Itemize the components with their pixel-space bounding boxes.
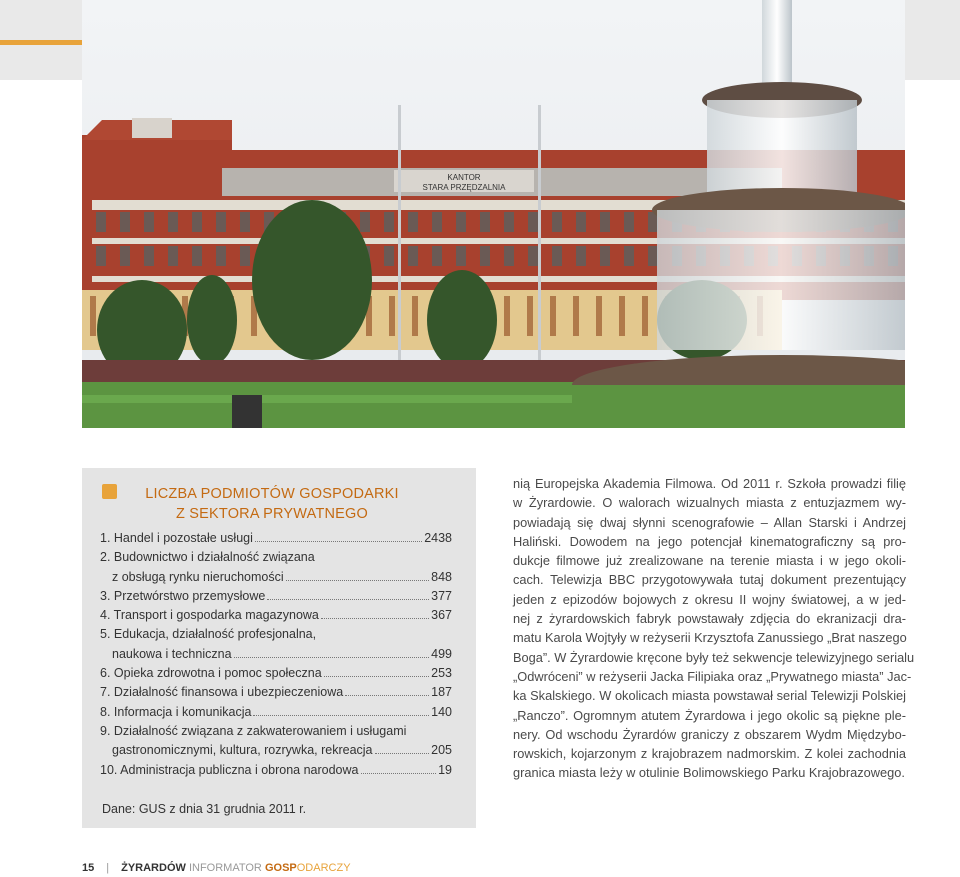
stat-label: 9. Działalność związana z zakwaterowaniem i usługami bbox=[100, 723, 407, 738]
footer-separator: | bbox=[106, 862, 110, 874]
stat-label: 10. Administracja publiczna i obrona narodowa bbox=[100, 762, 359, 777]
stat-row bbox=[100, 529, 452, 548]
stats-title bbox=[112, 484, 432, 524]
stat-row bbox=[100, 587, 452, 606]
stat-row bbox=[100, 761, 452, 780]
city-photo bbox=[82, 0, 905, 428]
body-line: nej z żyrardowskich fabryk powstawały zdjęcia do ekranizacji dra- bbox=[513, 611, 906, 627]
body-line: w Żyrardowie. O walorach wizualnych miasta z entuzjazmem wy- bbox=[513, 495, 906, 511]
stat-label: 3. Przetwórstwo przemysłowe bbox=[100, 588, 266, 603]
stat-value: 19 bbox=[438, 762, 452, 777]
stat-row bbox=[100, 703, 452, 722]
stat-row bbox=[100, 722, 452, 741]
stat-label: 7. Działalność finansowa i ubezpieczeniowa bbox=[100, 685, 344, 700]
stat-label: 2. Budownictwo i działalność związana bbox=[100, 550, 315, 565]
accent-rule bbox=[0, 40, 82, 45]
stat-row bbox=[100, 625, 452, 644]
stat-label: 1. Handel i pozostałe usługi bbox=[100, 531, 253, 545]
body-line: jeden z epizodów bojowych z okresu II wojny światowej, a w jed- bbox=[513, 591, 906, 607]
stats-title-line1: LICZBA PODMIOTÓW GOSPODARKI bbox=[145, 486, 399, 502]
body-line: granica miasta leży w otulinie Bolimowskiego Parku Krajobrazowego. bbox=[513, 765, 905, 781]
page-footer bbox=[82, 862, 351, 874]
body-line: rowskich, kojarzonym z krajobrazem nadmorskim. Z kolei zachodnia bbox=[513, 746, 906, 762]
stat-row bbox=[100, 568, 452, 587]
body-line: cach. Telewizja BBC przygotowywała tutaj dokument prezentujący bbox=[513, 572, 906, 588]
stats-title-line2: Z SEKTORA PRYWATNEGO bbox=[176, 506, 368, 522]
stat-label: 5. Edukacja, działalność profesjonalna, bbox=[100, 627, 317, 642]
body-line: powiadają się dwaj słynni scenografowie – Allan Starski i Andrzej bbox=[513, 514, 906, 530]
photo-sign-line2: STARA PRZĘDZALNIA bbox=[422, 183, 506, 192]
body-line: nią Europejska Akademia Filmowa. Od 2011 r. Szkoła prowadzi filię bbox=[513, 476, 906, 491]
stat-value: 377 bbox=[431, 588, 452, 603]
body-line: „Ranczo”. Ogromnym atutem Żyrardowa i jego okolic są piękne ple- bbox=[513, 707, 906, 723]
body-line: „Odwróceni” w reżyserii Jacka Filipiaka oraz „Prywatnego miasta” Jac- bbox=[513, 668, 912, 684]
stat-value: 187 bbox=[431, 685, 452, 700]
stat-row bbox=[100, 683, 452, 702]
body-line: matu Karola Wojtyły w reżyserii Krzysztofa Zanussiego „Brat naszego bbox=[513, 630, 907, 646]
stats-box bbox=[82, 468, 476, 828]
stat-value: 2438 bbox=[424, 531, 452, 545]
stat-value: 253 bbox=[431, 666, 452, 681]
body-line: Boga”. W Żyrardowie kręcone były też sekwencje telewizyjnego serialu bbox=[513, 649, 915, 665]
stats-list bbox=[100, 529, 452, 780]
page-number: 15 bbox=[82, 862, 95, 874]
stat-row bbox=[100, 741, 452, 760]
data-source-note: Dane: GUS z dnia 31 grudnia 2011 r. bbox=[102, 802, 307, 816]
body-line: ka Skalskiego. W okolicach miasta powstawał serial Telewizji Polskiej bbox=[513, 688, 906, 704]
footer-brand-part1: ŻYRARDÓW bbox=[121, 862, 186, 874]
stat-value: 205 bbox=[431, 743, 452, 758]
stat-label-cont: naukowa i techniczna bbox=[112, 646, 232, 661]
body-text-column bbox=[513, 474, 915, 783]
stat-value: 140 bbox=[431, 704, 452, 719]
stat-label-cont: z obsługą rynku nieruchomości bbox=[112, 569, 284, 584]
stat-label-cont: gastronomicznymi, kultura, rozrywka, rekreacja bbox=[112, 743, 373, 758]
stat-row bbox=[100, 606, 452, 625]
footer-brand-part2: INFORMATOR bbox=[188, 862, 262, 874]
stat-label: 4. Transport i gospodarka magazynowa bbox=[100, 608, 319, 623]
stat-row bbox=[100, 645, 452, 664]
body-line: Haliński. Dowodem na jego potencjał kinematograficzny są pro- bbox=[513, 533, 906, 549]
stat-value: 848 bbox=[431, 569, 452, 584]
stat-row bbox=[100, 548, 452, 567]
footer-brand-part3: GOSP bbox=[264, 862, 297, 874]
footer-brand-part4: ODARCZY bbox=[296, 862, 351, 874]
photo-sign-line1: KANTOR bbox=[447, 173, 481, 182]
stat-label: 8. Informacja i komunikacja bbox=[100, 704, 252, 719]
stat-value: 499 bbox=[431, 646, 452, 661]
stat-value: 367 bbox=[431, 608, 452, 623]
body-line: dukcje filmowe już zrealizowane na terenie miasta i w jego okoli- bbox=[513, 553, 906, 569]
stat-label: 6. Opieka zdrowotna i pomoc społeczna bbox=[100, 666, 322, 681]
body-line: nery. Od wschodu Żyrardów graniczy z obszarem Wydm Międzybo- bbox=[513, 726, 906, 742]
stat-row bbox=[100, 664, 452, 683]
